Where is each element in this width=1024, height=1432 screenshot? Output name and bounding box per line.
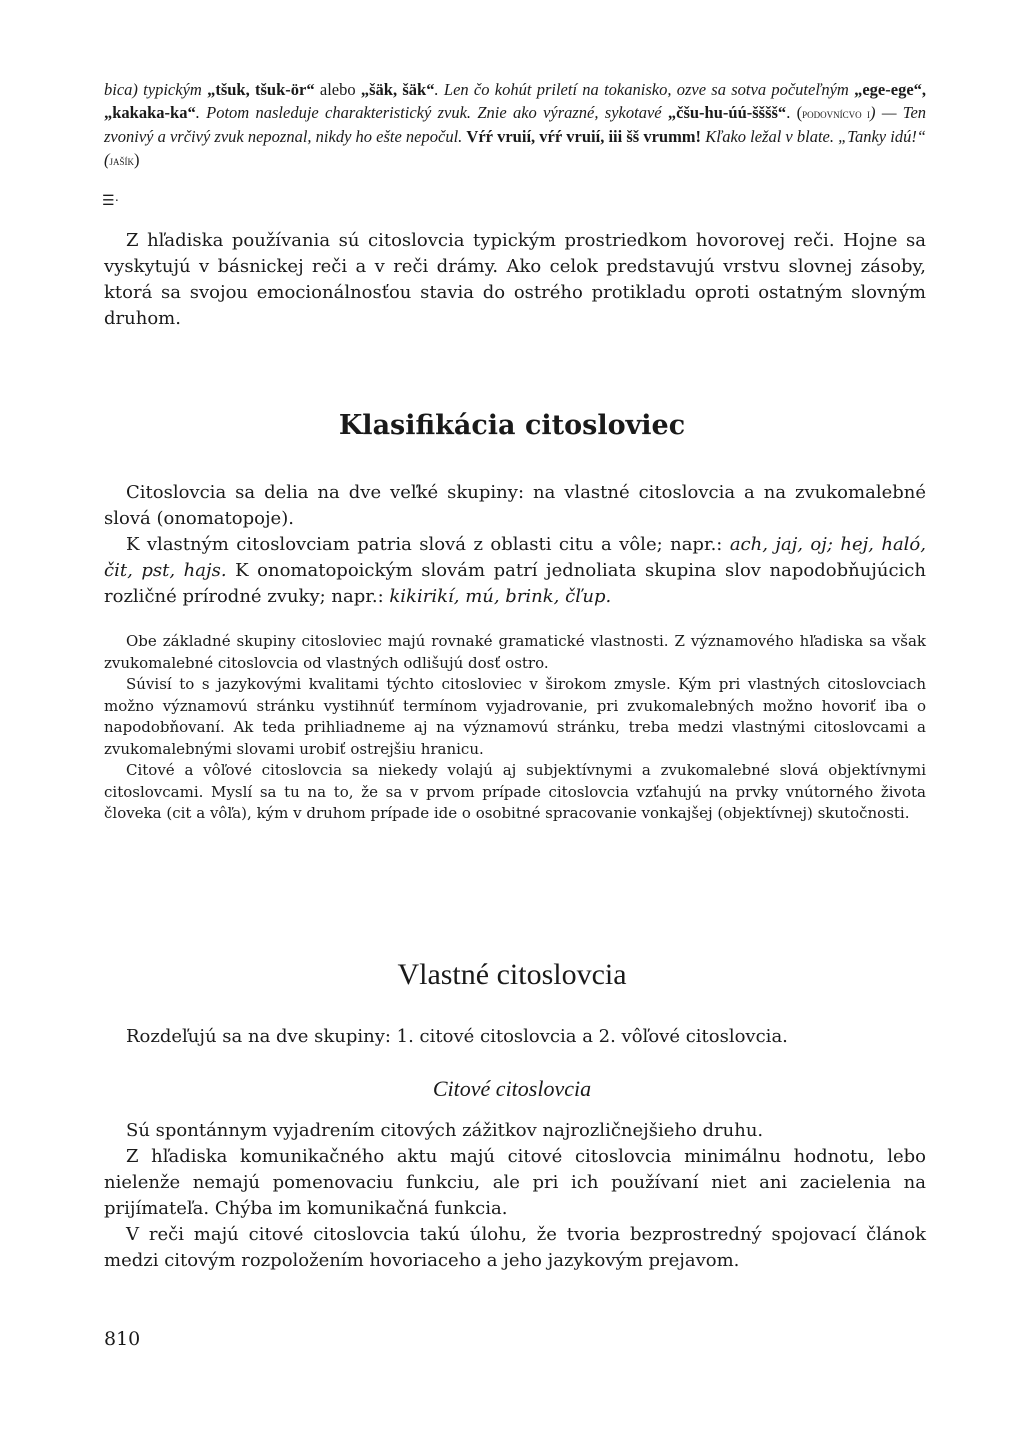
classification-text [104,480,926,610]
paragraph: Z hľadiska komunikačného aktu majú citové citoslovcia minimálnu hodnotu, lebo nielenže nemajú pomenovaciu funkciu, ale pri ich používaní niet ani zacielenia na prijímateľa. Chýba im komunikačná funkcia. [104,1146,926,1219]
paragraph: Citoslovcia sa delia na dve veľké skupiny: na vlastné citoslovcia a na zvukomalebné slová (onomatopoje). [104,482,926,529]
paragraph: Rozdeľujú sa na dve skupiny: 1. citové citoslovcia a 2. vôľové citoslovcia. [126,1026,788,1047]
quote-segment: . Len čo kohút priletí na tokanisko, ozve sa sotva počuteľným [434,80,855,99]
paragraph: Z hľadiska používania sú citoslovcia typickým prostriedkom hovorovej reči. Hojne sa vyskytujú v básnickej reči a v reči drámy. Ako celok predstavujú vrstvu slovnej zásoby, ktorá sa svojou emocionálnosťou stavia do ostrého protikladu oproti ostatným slovným druhom. [104,230,926,329]
quote-segment: bica) typickým [104,80,208,99]
intro-paragraph [104,228,926,332]
text-segment: K onomatopoickým slovám patrí jednoliata skupina slov napodobňujúcich rozličné prírodné zvuky; napr.: [104,560,926,607]
italic-heading: Citové citoslovcia [432,1076,592,1101]
quoted-example-text [102,78,927,209]
paragraph: Sú spontánnym vyjadrením citových zážitkov najrozličnejšieho druhu. [126,1120,764,1141]
quote-segment: . Potom nasleduje charakteristický zvuk. Znie ako výrazné, sykotavé [195,103,668,122]
emotional-interjections-text [104,1118,926,1274]
paragraph: Citové a vôľové citoslovcia sa niekedy volajú aj subjektívnymi a zvukomalebné slová objektívnymi citoslovcami. Myslí sa tu na to, že sa v prvom prípade citoslovcia vzťahujú na prvky vnútorného života človeka (cit a vôľa), kým v druhom prípade ide o osobitné spracovanie vonkajšej (objektívnej) skutočnosti. [104,761,926,822]
quote-source: podovnícvo i [802,106,871,121]
quote-sound: „tšuk, tšuk-ör“ [207,80,315,99]
example-words: kikirikí, mú, brink, čľup. [389,586,612,607]
example-words: ach, jaj, oj; hej, haló, čit, pst, hajs. [104,534,926,581]
quote-source: jašík [109,153,135,168]
margin-mark: ☰· [102,194,120,209]
paragraph: Súvisí to s jazykovými kvalitami týchto citosloviec v širokom zmysle. Kým pri vlastných citoslovciach možno významovú stránku vystihnúť termínom vyjadrovanie, pri zvukomalebných možno hovoriť iba o napodobňovaní. Ak teda prihliadneme aj na významovú stránku, treba medzi vlastnými citoslovcami a zvukomalebnými slovami urobiť ostrejšiu hranicu. [104,675,926,758]
quote-segment: ) — Ten zvonivý a vrčivý zvuk nepoznal, nikdy ho ešte nepočul. [104,103,927,146]
subsection-heading: Vlastné citoslovcia [397,958,627,991]
quote-segment: Kľako ležal v blate. „Tanky idú!“ ( [104,127,926,169]
quote-segment: ) [134,150,140,169]
page-number: 810 [104,1328,141,1350]
quote-sound: „ege-ege“, „kakaka-ka“ [104,80,927,122]
paragraph: V reči majú citové citoslovcia takú úlohu, že tvoria bezprostredný spojovací článok medzi citovým rozpoložením hovoriaceho a jeho jazykovým prejavom. [104,1224,926,1271]
quote-segment: . ( [786,103,803,122]
text-segment: K vlastným citoslovciam patria slová z oblasti citu a vôle; napr.: [126,534,730,555]
paragraph [104,532,926,610]
quote-sound: „čšu-hu-úú-šššš“ [667,103,787,122]
section-heading: Klasifikácia citosloviec [338,410,686,441]
small-print-text [104,631,926,825]
quote-segment: alebo [314,80,361,99]
quote-sound: Vŕŕ vruií, vŕŕ vruií, iii šš vrumm! [466,127,702,146]
paragraph: Obe základné skupiny citosloviec majú rovnaké gramatické vlastnosti. Z významového hľadiska sa však zvukomalebné citoslovcia od vlastných odlišujú dosť ostro. [104,632,926,672]
quote-sound: „šäk, šäk“ [360,80,435,99]
